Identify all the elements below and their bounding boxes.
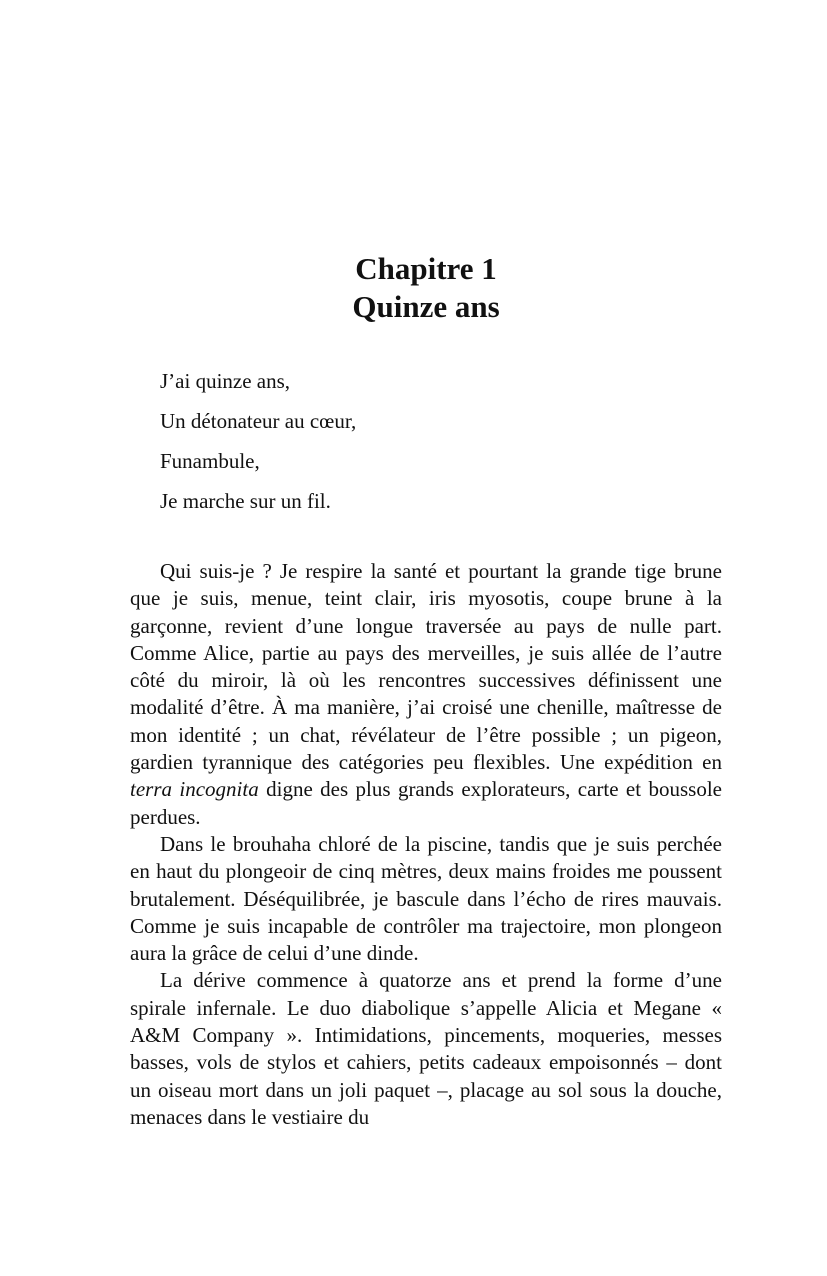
paragraph-text: Qui suis-je ? Je respire la santé et pourtant la grande tige brune que je suis, menue, teint clair, iris myosotis, coupe brune à la garçonne, revient d’une longue traversée au pays de nulle part. Comme Alice, partie au pays des merveilles, je suis allée de l’autre côté du miroir, là où les rencontres successives définissent une modalité d’être. À ma manière, j’ai croisé une chenille, maîtresse de mon identité ; un chat, révélateur de l’être possible ; un pigeon, gardien tyrannique des catégories peu flexibles. Une expédition en (130, 559, 722, 775)
poem-line: Un détonateur au cœur, (160, 409, 357, 433)
poem-line: J’ai quinze ans, (160, 369, 291, 393)
epigraph-poem (160, 368, 356, 528)
chapter-heading (130, 250, 722, 326)
poem-line: Funambule, (160, 449, 260, 473)
chapter-number: Chapitre 1 (355, 251, 497, 286)
paragraph: Dans le brouhaha chloré de la piscine, tandis que je suis perchée en haut du plongeoir de cinq mètres, deux mains froides me poussent brutalement. Déséquilibrée, je bascule dans l’écho de rires mauvais. Comme je suis incapable de contrôler ma trajectoire, mon plongeon aura la grâce de celui d’une dinde. (130, 831, 722, 966)
chapter-title: Quinze ans (352, 289, 500, 324)
body-text (130, 558, 722, 1131)
poem-line: Je marche sur un fil. (160, 489, 331, 513)
italic-phrase: terra incognita (130, 777, 259, 802)
paragraph: La dérive commence à quatorze ans et prend la forme d’une spirale infernale. Le duo diabolique s’appelle Alicia et Megane « A&M Company ». Intimidations, pincements, moqueries, messes basses, vols de stylos et cahiers, petits cadeaux empoisonnés – dont un oiseau mort dans un joli paquet –, placage au sol sous la douche, menaces dans le vestiaire du (130, 968, 722, 1129)
paragraph-text: digne des plus grands explorateurs, carte et boussole perdues. (130, 777, 722, 829)
paragraph (130, 558, 722, 831)
